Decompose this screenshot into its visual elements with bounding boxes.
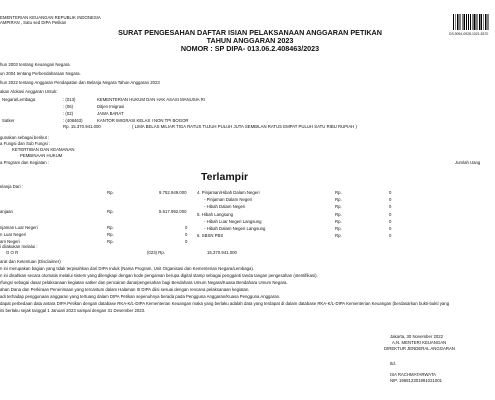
penarikan-code: (023) Rp. bbox=[147, 250, 165, 255]
identity-code: : (408463) bbox=[63, 118, 83, 123]
pagu-amount: Rp. 15.370.941.000 bbox=[63, 124, 101, 129]
right-item-label: 5. Hibah Langsung bbox=[197, 212, 234, 217]
right-item-rp: Rp. bbox=[335, 190, 342, 195]
usage-heading: gunakan sebagai berikut : bbox=[0, 135, 50, 140]
identity-code: : (02) bbox=[63, 111, 74, 116]
program-heading: a Program dan Kegiatan : bbox=[0, 160, 49, 165]
document-unit: AMPIRAN , Satu sed DIPA Petikan bbox=[0, 20, 67, 25]
disclaimer-item: rfungsi sebagai dasar pelaksanaan kegiatan satker dan pencairan dana/pengesahan bagi Bendahara Umum Negara/Kuasa Bendahara Umum Negara. bbox=[0, 280, 288, 285]
left-item-label: n Luar Negeri bbox=[0, 232, 27, 237]
identity-value: KANTOR IMIGRASI KELAS I NON TPI BOGOR bbox=[97, 118, 189, 123]
terlampir-label: Terlampir bbox=[201, 171, 249, 183]
signature-place-date: Jakarta, 30 November 2022 bbox=[390, 334, 444, 339]
left-item-value: 9.752.949.000 bbox=[159, 190, 187, 195]
right-item-label: 4. Pinjaman/Hibah Dalam Negeri bbox=[197, 190, 260, 195]
document-title-line1: SURAT PENGESAHAN DAFTAR ISIAN PELAKSANAAN ANGGARAN PETIKAN bbox=[118, 28, 382, 37]
barcode-number: DS:3094-0928-1021-8370 bbox=[449, 32, 489, 36]
left-item-rp: Rp. bbox=[107, 225, 114, 230]
fungsi-line: KETERTIBAN DAN KEAMANAN bbox=[12, 147, 75, 152]
right-item-value: 0 bbox=[389, 219, 392, 224]
left-item-label: am Negeri bbox=[0, 239, 20, 244]
barcode-image bbox=[453, 14, 489, 30]
disclaimer-item: n ini merupakan bagian yang tidak terpisahkan dari DIPA Induk (Nama Program, Unit Organisasi dan Kementerian Negara/Lembaga). bbox=[0, 266, 255, 271]
disclaimer-item: adi terhadap penggunaan anggaran yang tertuang dalam DIPA Petikan sepenuhnya berada pada Pengguna Anggaran/Kuasa Pengguna Anggaran. bbox=[0, 294, 281, 299]
left-item-label: njaman Luar Negeri bbox=[0, 225, 38, 230]
right-item-label: - Pinjaman Dalam Negeri bbox=[204, 197, 253, 202]
legal-basis-2: un 2004 tentang Perbendaharaan Negara. bbox=[0, 71, 81, 76]
right-item-rp: Rp. bbox=[335, 204, 342, 209]
left-item-rp: Rp. bbox=[107, 232, 114, 237]
left-item-rp: Rp. bbox=[107, 239, 114, 244]
right-item-label: - Hibah Dalam Negeri Langsung bbox=[204, 226, 266, 231]
right-item-label: 6. SBSN PBS bbox=[197, 233, 224, 238]
right-item-rp: Rp. bbox=[335, 212, 342, 217]
identity-heading: akan Alokasi Anggaran Untuk: bbox=[0, 89, 58, 94]
fungsi-heading: a Fungsi dan Sub Fungsi : bbox=[0, 141, 51, 146]
identity-code: : (06) bbox=[63, 104, 74, 109]
signature-nip: NIP. 196812301991021001 bbox=[390, 378, 443, 383]
right-item-rp: Rp. bbox=[335, 233, 342, 238]
signature-ttd: ttd. bbox=[390, 361, 396, 366]
left-item-value: 5.617.992.000 bbox=[159, 209, 187, 214]
penarikan-value: 15.370.941.000 bbox=[207, 250, 237, 255]
penarikan-label: O O R bbox=[6, 250, 19, 255]
left-item-rp: Rp. bbox=[107, 190, 114, 195]
ministry-name: EMENTERIAN KEUANGAN REPUBLIK INDONESIA bbox=[0, 15, 101, 20]
disclaimer-item: ahan Dana dan Perkiraan Penerimaan yang tercantum dalam Halaman III DIPA diisi sesuai dengan rencana pelaksanaan kegiatan. bbox=[0, 287, 250, 292]
signature-role: A.N. MENTERI KEUANGAN bbox=[392, 340, 447, 345]
right-item-rp: Rp. bbox=[335, 219, 342, 224]
legal-basis-1: hun 2003 tentang Keuangan Negara. bbox=[0, 62, 71, 67]
right-item-value: 0 bbox=[389, 190, 392, 195]
penarikan-heading: i dilakukan melalui : bbox=[0, 244, 38, 249]
right-item-rp: Rp. bbox=[335, 226, 342, 231]
right-item-rp: Rp. bbox=[335, 197, 342, 202]
right-item-value: 0 bbox=[389, 226, 392, 231]
right-item-value: 0 bbox=[389, 233, 392, 238]
document-number: NOMOR : SP DIPA- 013.06.2.408463/2023 bbox=[180, 44, 320, 53]
disclaimer-item: ini berlaku sejak tanggal 1 Januari 2023 sampai dengan 31 Desember 2023. bbox=[0, 308, 146, 313]
right-item-label: - Hibah Dalam Negeri bbox=[204, 204, 246, 209]
disclaimer-item: dapat perbedaan data antara DIPA Petikan dengan database RKA-K/L-DIPA Kementerian Keuangan maka yang berlaku adalah data yang terdapat di dalam database RKA-K/L-DIPA Kementerian Keuangan (berdasarkan bukti-bukti yang bbox=[0, 301, 450, 306]
right-item-value: 0 bbox=[389, 204, 392, 209]
left-item-rp: Rp. bbox=[107, 209, 114, 214]
left-item-value: 0 bbox=[185, 239, 188, 244]
left-item-value: 0 bbox=[185, 232, 188, 237]
identity-value: Ditjen Imigrasi bbox=[97, 104, 125, 109]
signature-role: DIREKTUR JENDERAL ANGGARAN bbox=[384, 346, 455, 351]
right-item-value: 0 bbox=[389, 197, 392, 202]
document-title-line2: TAHUN ANGGARAN 2023 bbox=[206, 36, 294, 45]
disclaimer-heading: arat dan Ketentuan (Disclaimer) bbox=[0, 259, 61, 264]
right-item-label: - Hibah Luar Negeri Langsung bbox=[204, 219, 262, 224]
identity-value: JAWA BARAT bbox=[97, 111, 124, 116]
pagu-amount-words: ( LIMA BELAS MILIAR TIGA RATUS TUJUH PULUH JUTA SEMBILAN RATUS EMPAT PULUH SATU RIBU RUPIAH ) bbox=[132, 124, 357, 129]
signature-name: ISA RACHMATARWATA bbox=[390, 372, 436, 377]
legal-basis-3: hun 2022 tentang Anggaran Pendapatan dan Belanja Negara Tahun Anggaran 2023 bbox=[0, 80, 160, 85]
jumlah-uang-label: Jumlah Uang bbox=[455, 160, 481, 165]
identity-value: KEMENTERIAN HUKUM DAN HAK ASASI MANUSIA RI bbox=[97, 97, 205, 102]
belanja-heading: elanja Dari : bbox=[0, 184, 23, 189]
disclaimer-item: n ini disahkan secara otomatis melalui sistem yang dilengkapi dengan kode pengaman berupa digital stamp sebagai pengganti tanda tangan pengesahan (otentifikasi). bbox=[0, 273, 318, 278]
left-item-value: 0 bbox=[185, 225, 188, 230]
identity-code: : (013) bbox=[63, 97, 76, 102]
left-item-label: anjaan bbox=[0, 209, 13, 214]
identity-label: Negara/Lembaga bbox=[2, 97, 36, 102]
fungsi-line: PEMBINAAN HUKUM bbox=[20, 153, 63, 158]
right-item-value: 0 bbox=[389, 212, 392, 217]
identity-label: Satker bbox=[2, 118, 15, 123]
